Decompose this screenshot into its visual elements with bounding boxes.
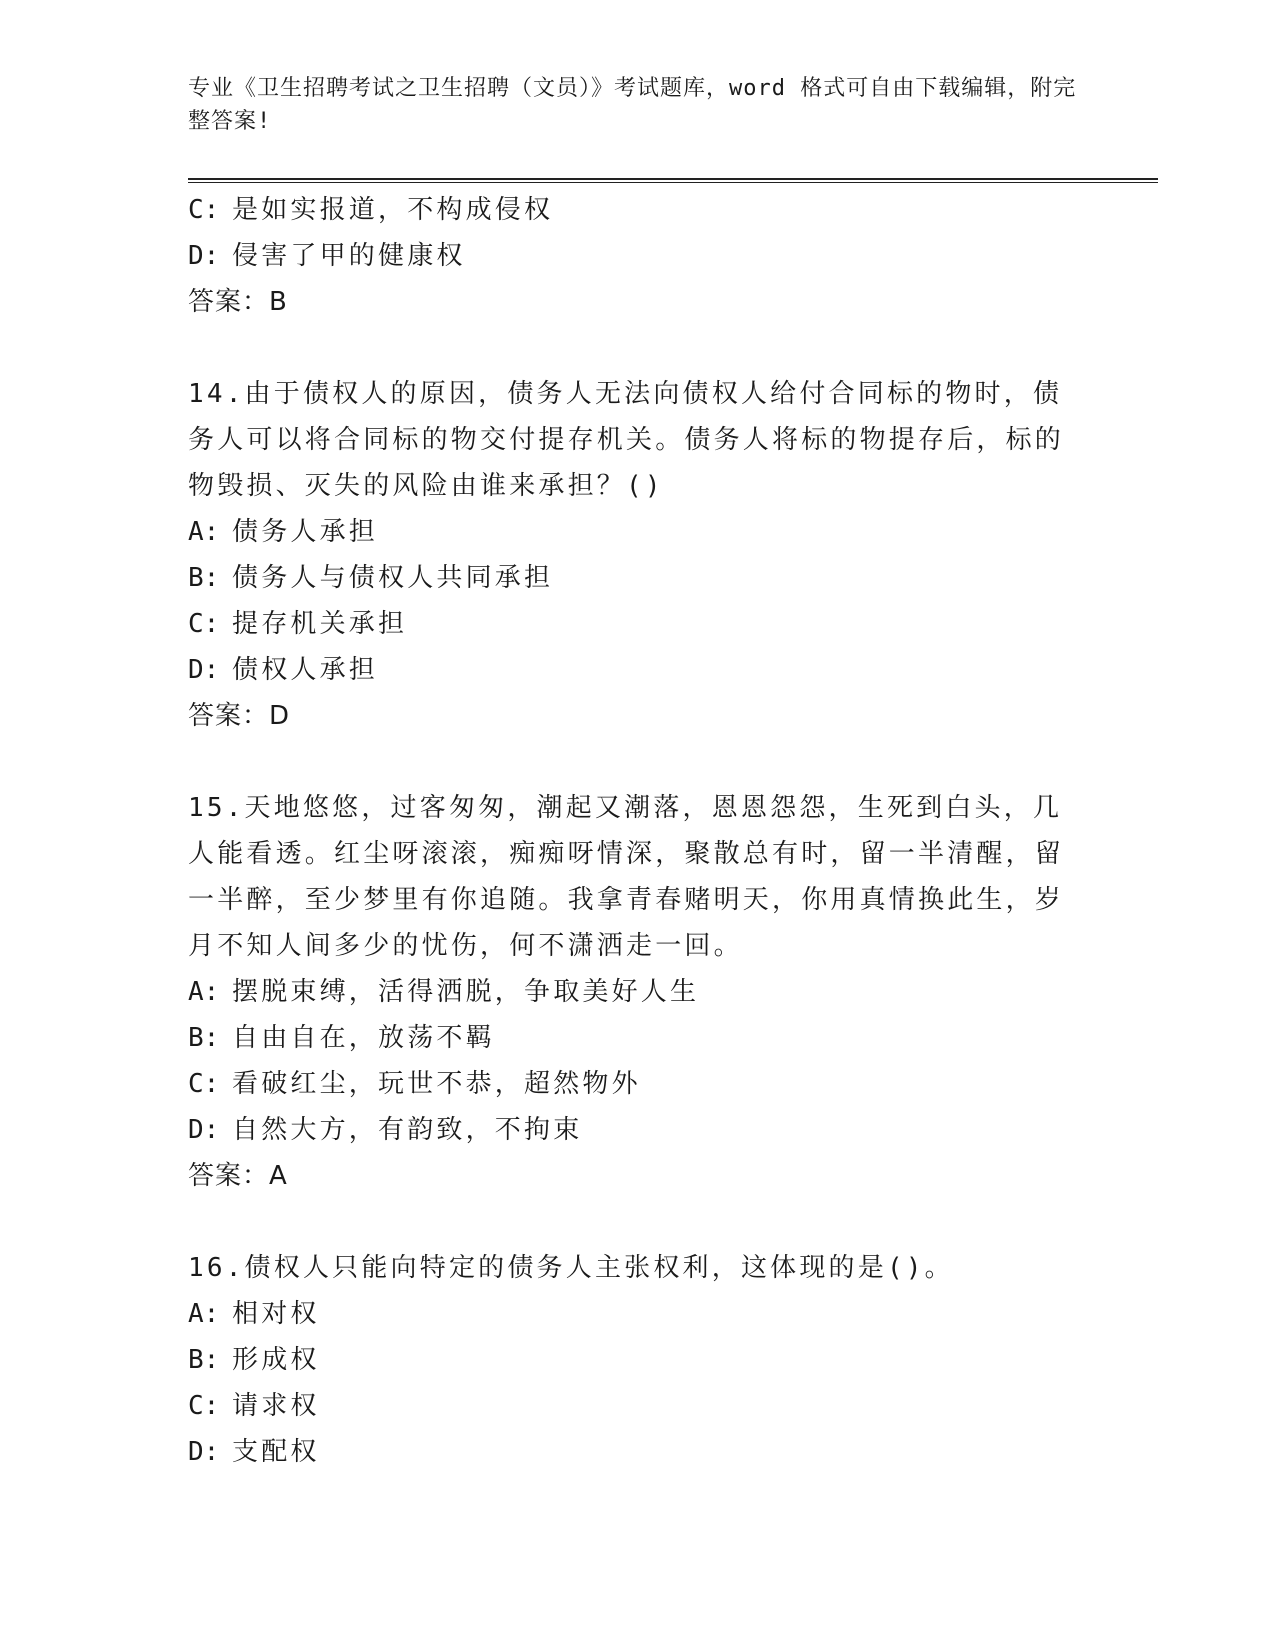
option-text: 债务人与债权人共同承担 — [232, 563, 554, 593]
option-letter: C: — [188, 195, 220, 225]
document-header: 专业《卫生招聘考试之卫生招聘（文员）》考试题库，word 格式可自由下载编辑，附完整答案! — [188, 76, 1077, 134]
option-text: 看破红尘，玩世不恭，超然物外 — [232, 1069, 641, 1099]
option-letter: D: — [188, 655, 220, 685]
option-d — [188, 1107, 1088, 1153]
question-14 — [188, 371, 1088, 739]
question-16 — [188, 1245, 1088, 1475]
option-text: 支配权 — [232, 1437, 320, 1467]
option-letter: A: — [188, 977, 220, 1007]
option-letter: D: — [188, 1437, 220, 1467]
option-text: 提存机关承担 — [232, 609, 408, 639]
option-text: 相对权 — [232, 1299, 320, 1329]
option-c — [188, 187, 1088, 233]
option-letter: C: — [188, 609, 220, 639]
option-a — [188, 969, 1088, 1015]
option-letter: C: — [188, 1391, 220, 1421]
option-text: 请求权 — [232, 1391, 320, 1421]
question-text: 15.天地悠悠，过客匆匆，潮起又潮落，恩恩怨怨，生死到白头，几人能看透。红尘呀滚滚，痴痴呀情深，聚散总有时，留一半清醒，留一半醉，至少梦里有你追随。我拿青春赌明天，你用真情换此生，岁月不知人间多少的忧伤，何不潇洒走一回。 — [188, 793, 1065, 961]
answer-line: 答案：A — [188, 1161, 288, 1191]
question-13-tail — [188, 187, 1088, 325]
option-c — [188, 1061, 1088, 1107]
question-text: 14.由于债权人的原因，债务人无法向债权人给付合同标的物时，债务人可以将合同标的物交付提存机关。债务人将标的物提存后，标的物毁损、灭失的风险由谁来承担？() — [188, 379, 1065, 501]
answer-line: 答案：D — [188, 701, 291, 731]
option-b — [188, 555, 1088, 601]
option-d — [188, 233, 1088, 279]
option-letter: B: — [188, 563, 220, 593]
option-letter: B: — [188, 1345, 220, 1375]
option-text: 自由自在，放荡不羁 — [232, 1023, 495, 1053]
spacer — [188, 739, 1088, 785]
question-list — [188, 187, 1088, 1475]
option-text: 摆脱束缚，活得洒脱，争取美好人生 — [232, 977, 700, 1007]
option-letter: A: — [188, 1299, 220, 1329]
option-text: 侵害了甲的健康权 — [232, 241, 466, 271]
question-text: 16.债权人只能向特定的债务人主张权利，这体现的是()。 — [188, 1253, 954, 1283]
option-letter: D: — [188, 1115, 220, 1145]
spacer — [188, 325, 1088, 371]
option-a — [188, 1291, 1088, 1337]
option-text: 是如实报道，不构成侵权 — [232, 195, 554, 225]
option-text: 形成权 — [232, 1345, 320, 1375]
option-text: 自然大方，有韵致，不拘束 — [232, 1115, 583, 1145]
option-letter: A: — [188, 517, 220, 547]
option-text: 债务人承担 — [232, 517, 379, 547]
option-letter: B: — [188, 1023, 220, 1053]
option-d — [188, 647, 1088, 693]
spacer — [188, 1199, 1088, 1245]
option-d — [188, 1429, 1088, 1475]
option-letter: D: — [188, 241, 220, 271]
option-text: 债权人承担 — [232, 655, 379, 685]
option-c — [188, 601, 1088, 647]
option-c — [188, 1383, 1088, 1429]
answer-line: 答案：B — [188, 287, 288, 317]
option-a — [188, 509, 1088, 555]
question-15 — [188, 785, 1088, 1199]
option-b — [188, 1015, 1088, 1061]
option-b — [188, 1337, 1088, 1383]
option-letter: C: — [188, 1069, 220, 1099]
header-divider — [188, 178, 1158, 183]
